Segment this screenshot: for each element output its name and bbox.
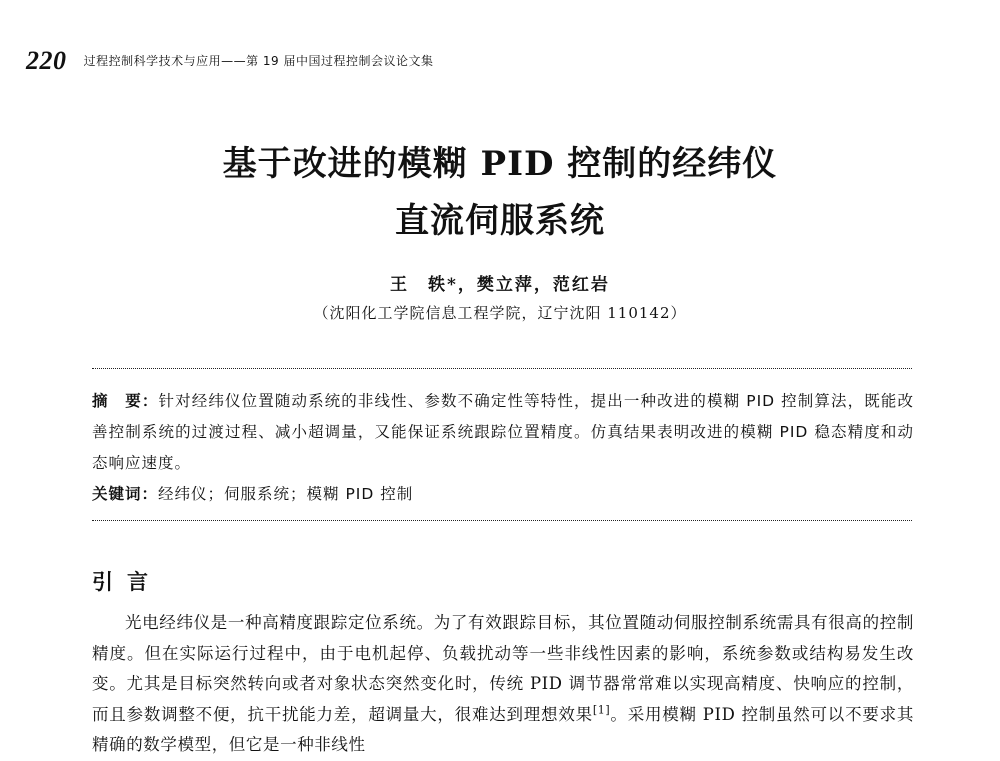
paper-title-line-2: 直流伺服系统: [395, 201, 605, 241]
keywords: [92, 482, 914, 504]
abstract-bottom-rule: [92, 520, 912, 521]
keywords-text: 经纬仪；伺服系统；模糊 PID 控制: [158, 485, 414, 503]
keywords-label: 关键词：: [92, 485, 159, 503]
paper-title-line-1: 基于改进的模糊 PID 控制的经纬仪: [222, 144, 778, 184]
section-heading: 引言: [92, 570, 162, 594]
citation: [1]: [592, 703, 611, 716]
intro-paragraph: [92, 608, 914, 761]
authors: 王 轶*，樊立萍，范红岩: [390, 275, 610, 295]
paragraph-part-1: 光电经纬仪是一种高精度跟踪定位系统。为了有效跟踪目标，其位置随动伺服控制系统需具有很高的控制精度。但在实际运行过程中，由于电机起停、负载扰动等一些非线性因素的影响，系统参数或结构易发生改变。尤其是目标突然转向或者对象状态突然变化时，传统 PID 调节器常常难以实现高精度、快响应的控制，而且参数调整不便，抗干扰能力差，超调量大，很难达到理想效果: [92, 613, 914, 724]
abstract: [92, 386, 914, 479]
running-title: 过程控制科学技术与应用——第 19 届中国过程控制会议论文集: [83, 54, 434, 68]
abstract-text: 针对经纬仪位置随动系统的非线性、参数不确定性等特性，提出一种改进的模糊 PID 控制算法，既能改善控制系统的过渡过程、减小超调量，又能保证系统跟踪位置精度。仿真结果表明改进的模糊 PID 稳态精度和动态响应速度。: [92, 392, 914, 472]
abstract-label: 摘 要：: [92, 392, 159, 410]
body-text: [92, 608, 914, 761]
page-number: 220: [26, 46, 67, 75]
abstract-top-rule: [92, 368, 912, 369]
paragraph-part-2: 。采用模糊 PID 控制虽然可以不要求其精确的数学模型，但它是一种非线性: [92, 704, 914, 754]
affiliation: （沈阳化工学院信息工程学院，辽宁沈阳 110142）: [313, 304, 687, 322]
running-header: [26, 46, 434, 76]
